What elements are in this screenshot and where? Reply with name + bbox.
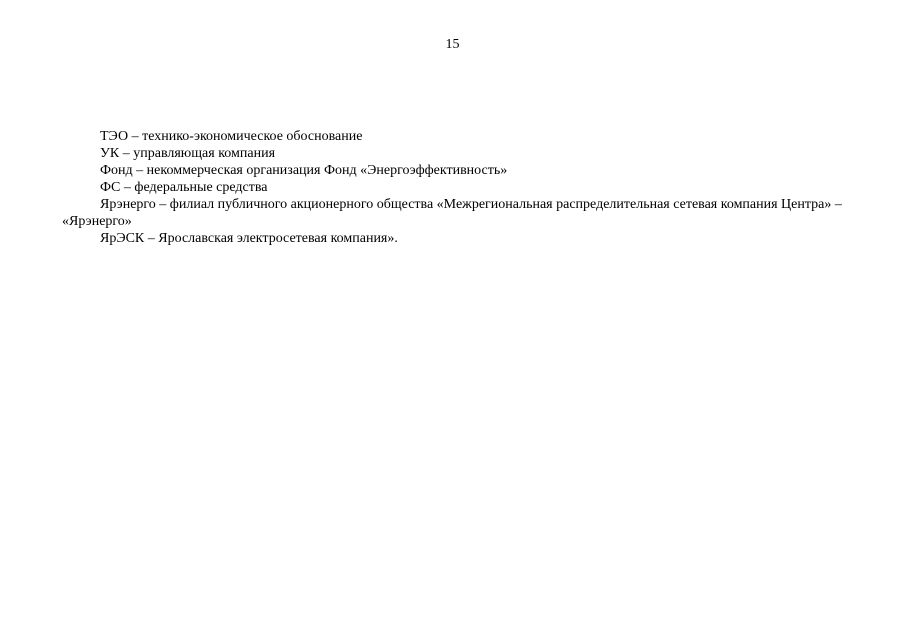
abbreviation-list xyxy=(62,128,852,247)
abbreviation-item: Фонд – некоммерческая организация Фонд «Энергоэффективность» xyxy=(100,163,508,178)
abbreviation-item: Ярэнерго – филиал публичного акционерного общества «Межрегиональная распределительная сетевая компания Центра» – «Ярэнерго» xyxy=(62,197,842,229)
abbreviation-item: ЯрЭСК – Ярославская электросетевая компания». xyxy=(100,231,398,246)
abbreviation-item: УК – управляющая компания xyxy=(100,146,276,161)
page-number: 15 xyxy=(445,37,460,52)
abbreviation-item: ФС – федеральные средства xyxy=(100,180,268,195)
abbreviation-item: ТЭО – технико-экономическое обоснование xyxy=(100,129,363,144)
